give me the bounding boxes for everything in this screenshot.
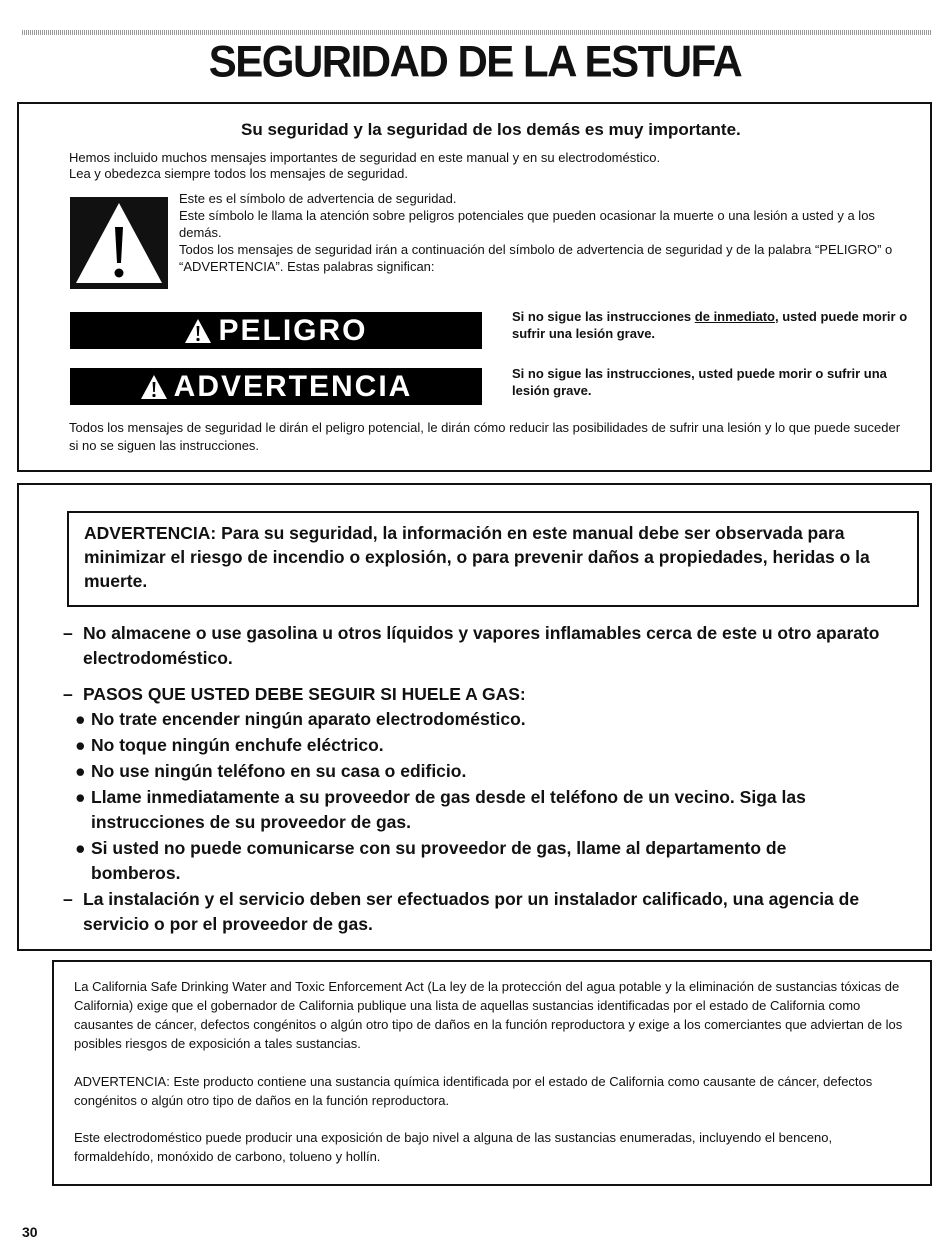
list-item [75, 785, 875, 835]
symbol-line-2: Este símbolo le llama la atención sobre peligros potenciales que pueden ocasionar la muerte o una lesión a usted y a los demás. [179, 208, 875, 240]
list-item-text: No toque ningún enchufe eléctrico. [91, 735, 384, 755]
warning-item-text: No almacene o use gasolina u otros líquidos y vapores inflamables cerca de este u otro aparato electrodoméstico. [83, 623, 880, 668]
list-item [75, 759, 875, 784]
california-notice-box [52, 960, 932, 1186]
warning-item-gasoline [63, 621, 913, 671]
list-item [75, 733, 875, 758]
dash-marker: – [63, 889, 73, 909]
peligro-desc-underlined: de inmediato [694, 309, 775, 324]
advertencia-signal-word [70, 368, 482, 405]
peligro-label: PELIGRO [218, 313, 368, 347]
bullet-icon: ● [75, 709, 86, 729]
bullet-icon: ● [75, 838, 86, 858]
bullet-icon: ● [75, 787, 86, 807]
top-rule [22, 30, 932, 35]
bullet-icon: ● [75, 761, 86, 781]
alert-triangle-icon [140, 374, 168, 400]
list-item-text: No use ningún teléfono en su casa o edificio. [91, 761, 467, 781]
safety-intro [69, 150, 869, 182]
exposure-paragraph: Este electrodoméstico puede producir una exposición de bajo nivel a alguna de las sustancias enumeradas, incluyendo el benceno, formaldehído, monóxido de carbono, tolueno y hollín. [74, 1130, 833, 1164]
peligro-desc-end: , usted puede morir o sufrir una lesión grave. [512, 309, 908, 341]
bullet-icon: ● [75, 735, 86, 755]
california-act-paragraph: La California Safe Drinking Water and Toxic Enforcement Act (La ley de la protección del agua potable y la eliminación de sustancias tóxicas de California) exige que el gobernador de California publique una lista de aquellas sustancias identificadas por el estado de California como causantes de cáncer, defectos congénitos o algún otro tipo de daños en la función reproductora y exige a los comerciantes que adviertan de los posibles riesgos de exposición a tales sustancias. [74, 979, 903, 1051]
warning-item-text: La instalación y el servicio deben ser efectuados por un instalador calificado, una agencia de servicio o por el proveedor de gas. [83, 889, 860, 934]
warning-item-gas-smell [63, 682, 913, 707]
alert-triangle-icon [184, 318, 212, 344]
safety-heading: Su seguridad y la seguridad de los demás es muy importante. [241, 120, 741, 139]
dash-marker: – [63, 623, 73, 643]
page-number: 30 [22, 1224, 38, 1240]
gas-warning-box [17, 483, 932, 951]
symbol-line-3: Todos los mensajes de seguridad irán a continuación del símbolo de advertencia de seguridad y de la palabra “PELIGRO” o “ADVERTENCIA”. Estas palabras significan: [179, 242, 893, 274]
warning-item-installation [63, 887, 913, 937]
symbol-explanation [179, 190, 919, 275]
list-item-text: Llame inmediatamente a su proveedor de gas desde el teléfono de un vecino. Siga las instrucciones de su proveedor de gas. [91, 787, 806, 832]
peligro-desc-start: Si no sigue las instrucciones [512, 309, 695, 324]
list-item [75, 836, 875, 886]
symbol-line-1: Este es el símbolo de advertencia de seguridad. [179, 191, 457, 206]
peligro-description [512, 308, 922, 342]
list-item [75, 707, 875, 732]
california-warning-paragraph: ADVERTENCIA: Este producto contiene una sustancia química identificada por el estado de California como causante de cáncer, defectos congénitos o algún otro tipo de daños en la función reproductora. [74, 1074, 873, 1108]
safety-intro-line-1: Hemos incluido muchos mensajes importantes de seguridad en este manual y en su electrodoméstico. [69, 150, 661, 165]
page-title: SEGURIDAD DE LA ESTUFA [208, 36, 742, 87]
safety-intro-box [17, 102, 932, 472]
safety-intro-line-2: Lea y obedezca siempre todos los mensajes de seguridad. [69, 166, 408, 181]
advertencia-inner-box: ADVERTENCIA: Para su seguridad, la información en este manual debe ser observada para minimizar el riesgo de incendio o explosión, o para prevenir daños a propiedades, heridas o la muerte. [67, 511, 919, 607]
gas-steps-list [75, 707, 875, 887]
list-item-text: Si usted no puede comunicarse con su proveedor de gas, llame al departamento de bomberos. [91, 838, 787, 883]
list-item-text: No trate encender ningún aparato electrodoméstico. [91, 709, 526, 729]
safety-footer: Todos los mensajes de seguridad le dirán el peligro potencial, le dirán cómo reducir las posibilidades de sufrir una lesión y lo que puede suceder si no se siguen las instrucciones. [69, 420, 901, 453]
peligro-signal-word [70, 312, 482, 349]
dash-marker: – [63, 684, 73, 704]
advertencia-label: ADVERTENCIA [173, 369, 413, 403]
gas-steps-heading: PASOS QUE USTED DEBE SEGUIR SI HUELE A GAS: [83, 684, 526, 704]
advertencia-description: Si no sigue las instrucciones, usted puede morir o sufrir una lesión grave. [512, 366, 887, 398]
safety-alert-triangle-icon [70, 197, 168, 289]
